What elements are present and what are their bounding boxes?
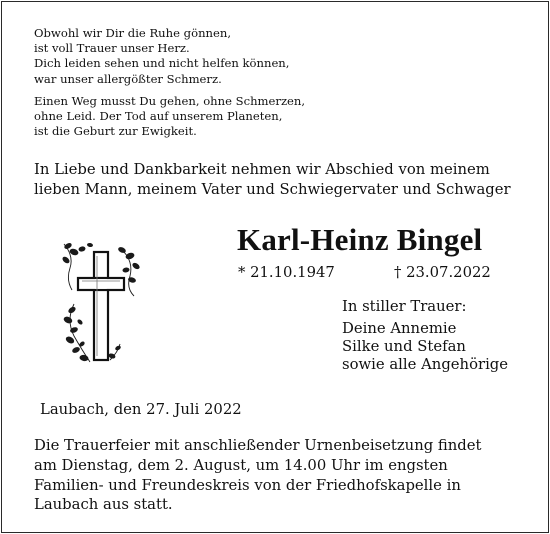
poem-stanza-2 — [34, 94, 305, 140]
mourner-name: sowie alle Angehörige — [342, 356, 509, 373]
poem-line: Obwohl wir Dir die Ruhe gönnen, — [34, 26, 232, 40]
intro-line: lieben Mann, meinem Vater und Schwiegervater und Schwager — [34, 181, 511, 198]
deceased-name: Karl-Heinz Bingel — [237, 222, 483, 257]
funeral-ceremony-info — [34, 436, 481, 515]
poem-line: Einen Weg musst Du gehen, ohne Schmerzen, — [34, 94, 306, 108]
poem-line: war unser allergößter Schmerz. — [34, 71, 222, 86]
ceremony-line: Familien- und Freundeskreis von der Friedhofskapelle in — [34, 476, 461, 494]
poem-line: ist voll Trauer unser Herz. — [34, 41, 190, 56]
mourner-name: Deine Annemie — [342, 320, 457, 337]
poem-stanza-1 — [34, 26, 289, 87]
cross-with-ivy-icon — [60, 240, 142, 370]
birth-date: * 21.10.1947 — [238, 264, 335, 281]
ceremony-line: am Dienstag, dem 2. August, um 14.00 Uhr im engsten — [34, 456, 448, 474]
death-date: † 23.07.2022 — [394, 264, 491, 281]
mourner-name: Silke und Stefan — [342, 338, 466, 355]
mourners-block — [342, 298, 508, 374]
ceremony-line: Die Trauerfeier mit anschließender Urnenbeisetzung findet — [34, 437, 482, 454]
place-and-date: Laubach, den 27. Juli 2022 — [40, 401, 242, 418]
poem-line: ohne Leid. Der Tod auf unserem Planeten, — [34, 109, 283, 124]
mourners-heading: In stiller Trauer: — [342, 298, 467, 315]
intro-line: In Liebe und Dankbarkeit nehmen wir Abschied von meinem — [34, 161, 490, 178]
poem-line: ist die Geburt zur Ewigkeit. — [34, 124, 197, 139]
ceremony-line: Laubach aus statt. — [34, 496, 173, 514]
poem-line: Dich leiden sehen und nicht helfen können, — [34, 56, 290, 71]
farewell-intro — [34, 160, 511, 200]
